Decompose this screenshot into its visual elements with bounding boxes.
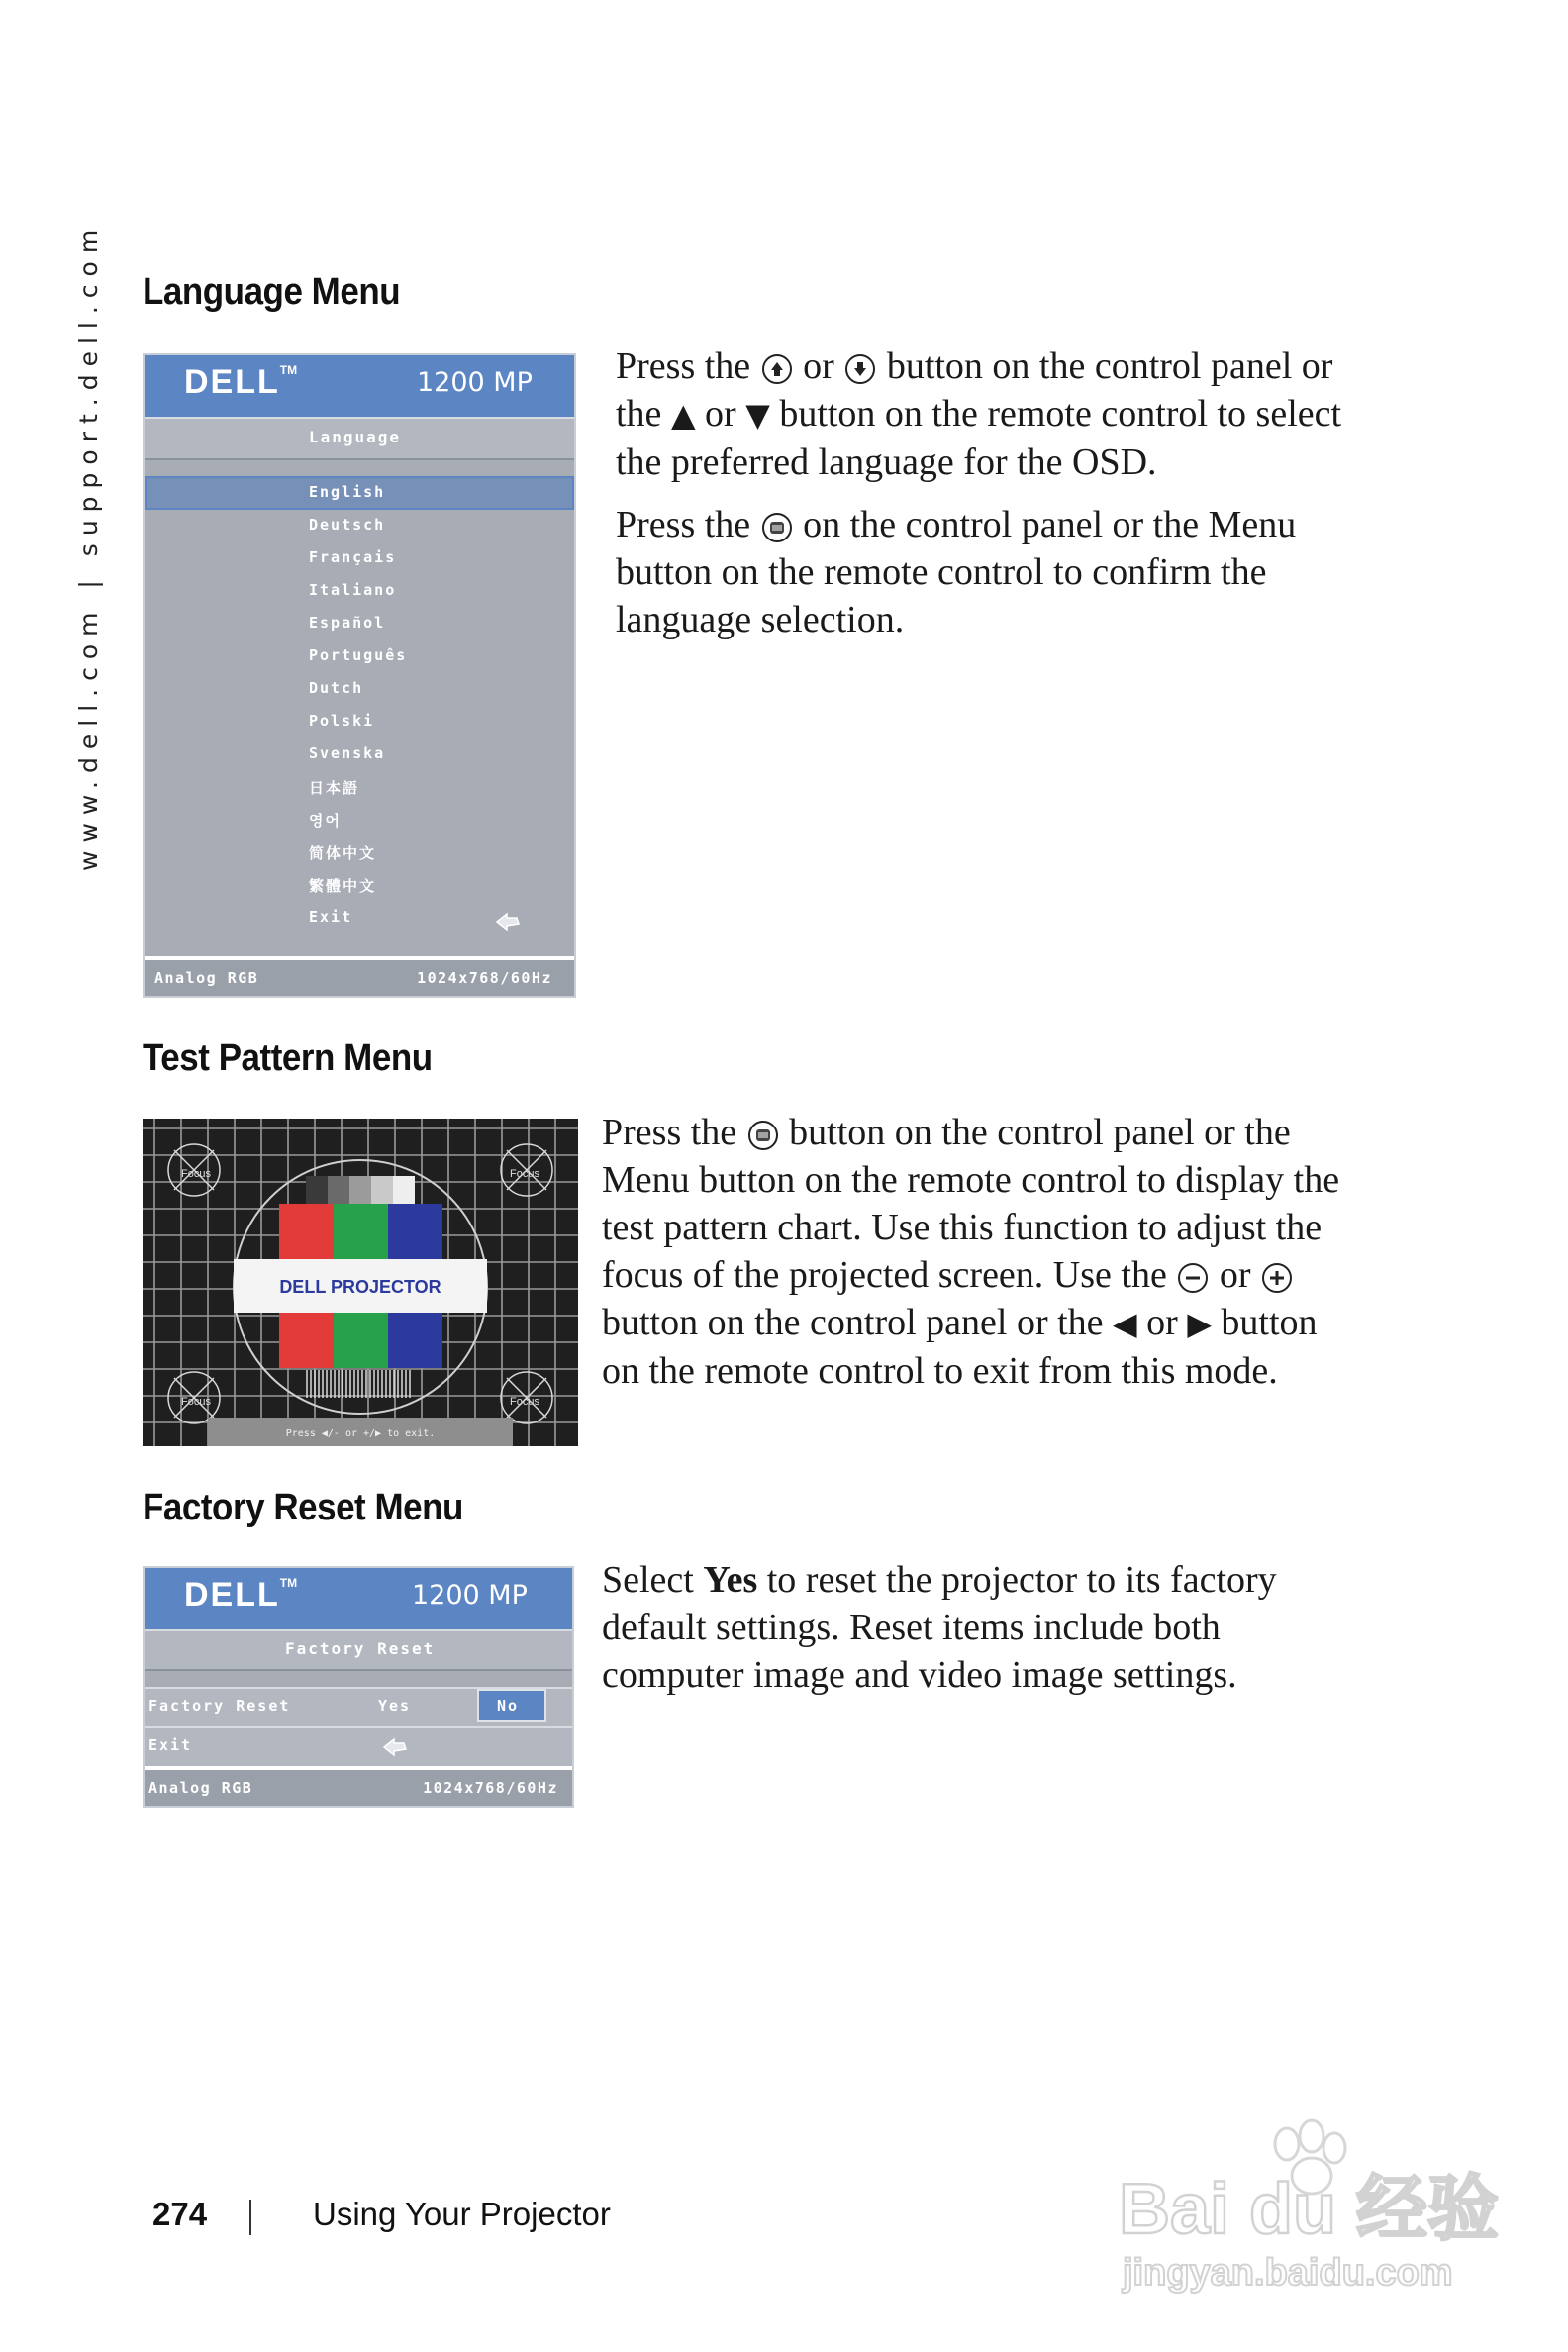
language-item: 简体中文 [309,844,377,862]
language-item: Svenska [309,744,386,762]
factory-reset-row [145,1687,572,1728]
exit-label: Exit [148,1736,193,1754]
up-button-icon [760,352,794,386]
factory-reset-osd-screenshot [143,1566,574,1808]
language-para-2: Press the on the control panel or the Menu button on the remote control to confirm the language selection. [616,504,1297,640]
language-osd-screenshot [143,353,576,998]
dell-logo: DELL™ [184,363,298,401]
focus-label: Focus [510,1168,539,1180]
watermark-url: jingyan.baidu.com [1123,2252,1453,2294]
osd-title-bar [145,1629,572,1671]
osd-footer-source: Analog RGB [148,1779,253,1797]
language-item: Dutch [309,679,364,697]
language-item: Español [309,614,386,632]
test-pattern-heading: Test Pattern Menu [143,1037,433,1079]
yes-emphasis: Yes [703,1559,758,1601]
osd-footer [145,1766,572,1808]
osd-footer-source: Analog RGB [154,969,259,987]
osd-footer [145,956,574,998]
focus-label: Focus [181,1396,211,1408]
menu-button-icon [746,1119,780,1152]
osd-exit-item: Exit [309,908,353,926]
language-menu-heading: Language Menu [143,271,401,313]
up-arrow-glyph: ▲ [670,396,696,434]
option-yes: Yes [378,1697,412,1715]
osd-footer-resolution: 1024x768/60Hz [423,1779,558,1797]
osd-model: 1200 MP [417,367,533,398]
watermark-logo: Bai du 经验 [1119,2170,1500,2249]
language-item: Português [309,646,408,664]
exit-icon [495,910,521,931]
option-no-selected [477,1689,546,1722]
osd-title: Factory Reset [285,1639,436,1658]
language-item: 영어 [309,812,342,830]
factory-reset-heading: Factory Reset Menu [143,1487,463,1528]
down-button-icon [843,352,877,386]
language-item: Français [309,548,397,566]
side-url: www.dell.com | support.dell.com [74,221,103,871]
down-arrow-glyph: ▼ [745,396,770,434]
focus-label: Focus [181,1168,211,1180]
right-arrow-glyph: ▶ [1187,1305,1212,1342]
osd-header [145,1568,572,1629]
menu-button-icon [760,511,794,544]
test-pattern-exit-hint: Press ◀/- or +/▶ to exit. [285,1428,436,1439]
osd-header [145,355,574,417]
language-item: 日本語 [309,779,360,797]
language-para-1: Press the or button on the control panel or the ▲ or ▼ button on the remote control to select the preferred language for the OSD. [616,345,1342,483]
test-pattern-center-label: DELL PROJECTOR [279,1277,441,1297]
option-no: No [497,1697,520,1715]
factory-reset-row-label: Factory Reset [148,1697,291,1715]
osd-title: Language [309,428,402,446]
left-arrow-glyph: ◀ [1113,1305,1137,1342]
plus-button-icon [1260,1261,1294,1295]
language-item: Italiano [309,581,397,599]
exit-row [145,1726,572,1768]
osd-model: 1200 MP [412,1580,528,1611]
test-pattern-para: Press the button on the control panel or the Menu button on the remote control to display the test pattern chart. Use this function to adjust the focus of the projected screen. Use the or button on the control panel or the ◀ or ▶ button on the remote control to exit from this mode. [602,1112,1340,1392]
language-item: Deutsch [309,516,386,534]
language-item: Polski [309,712,375,730]
factory-reset-para: Select Yes to reset the projector to its factory default settings. Reset items include both computer image and video image settings. [602,1559,1277,1696]
footer-title: Using Your Projector [313,2196,611,2232]
dell-logo: DELL™ [184,1576,298,1614]
test-pattern-image [143,1119,578,1446]
language-item: English [309,483,386,501]
minus-button-icon [1176,1261,1210,1295]
osd-footer-resolution: 1024x768/60Hz [417,969,552,987]
baidu-watermark [1109,2114,1505,2303]
footer-separator [249,2200,251,2235]
focus-label: Focus [510,1396,539,1408]
osd-title-bar [145,417,574,460]
exit-icon [382,1735,408,1757]
language-item: 繁體中文 [309,877,377,895]
page-number: 274 [152,2196,208,2232]
